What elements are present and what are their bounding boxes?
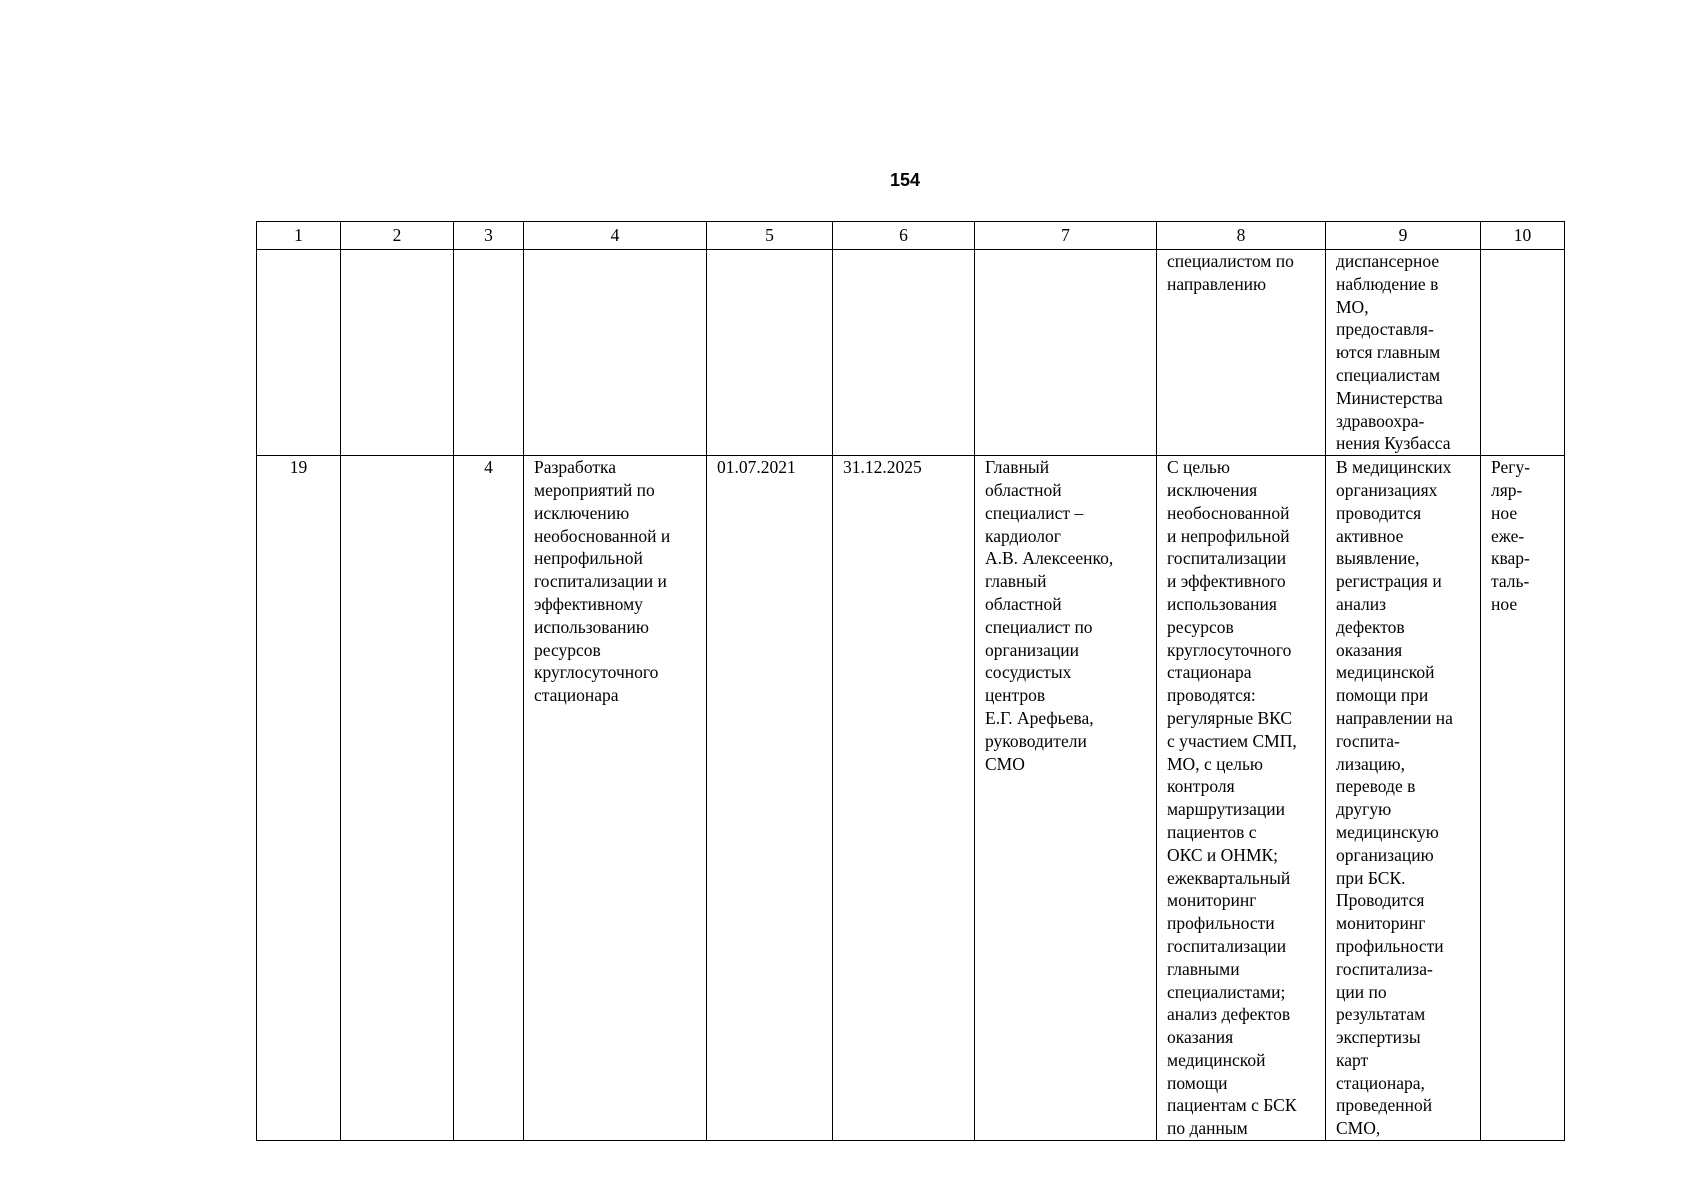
table-cell: 4 xyxy=(454,456,524,1141)
column-header: 7 xyxy=(975,222,1157,250)
plan-table xyxy=(256,221,1565,1141)
control-cell: В медицинских организациях проводится активное выявление, регистрация и анализ дефектов оказания медицинской помощи при направлении на госпита- лизацию, переводе в другую медицинскую организацию при БСК. Проводится мониторинг профильности госпитализа- ции по результатам экспертизы карт стационара, проведенной СМО, xyxy=(1326,456,1481,1141)
activity-cell: Разработка мероприятий по исключению необоснованной и непрофильной госпитализации и эффективному использованию ресурсов круглосуточного стационара xyxy=(524,456,707,1141)
table-cell xyxy=(341,456,454,1141)
table-cell xyxy=(975,250,1157,456)
table-row-continuation xyxy=(257,250,1565,456)
column-header: 2 xyxy=(341,222,454,250)
table-row-19 xyxy=(257,456,1565,1141)
frequency-cell: Регу- ляр- ное еже- квар- таль- ное xyxy=(1481,456,1565,1141)
row-number-cell: 19 xyxy=(257,456,341,1141)
table-cell xyxy=(833,250,975,456)
table-cell: диспансерное наблюдение в МО, предоставля- ются главным специалистам Министерства здравоохра- нения Кузбасса xyxy=(1326,250,1481,456)
end-date-cell: 31.12.2025 xyxy=(833,456,975,1141)
column-header: 3 xyxy=(454,222,524,250)
table-cell xyxy=(1481,250,1565,456)
column-header: 6 xyxy=(833,222,975,250)
header-row xyxy=(257,222,1565,250)
column-header: 4 xyxy=(524,222,707,250)
table-cell xyxy=(341,250,454,456)
responsible-cell: Главный областной специалист – кардиолог А.В. Алексеенко, главный областной специалист по организации сосудистых центров Е.Г. Арефьева, руководители СМО xyxy=(975,456,1157,1141)
table-cell xyxy=(454,250,524,456)
column-header: 10 xyxy=(1481,222,1565,250)
table-cell xyxy=(524,250,707,456)
start-date-cell: 01.07.2021 xyxy=(707,456,833,1141)
column-header: 9 xyxy=(1326,222,1481,250)
column-header: 8 xyxy=(1157,222,1326,250)
table-cell: специалистом по направлению xyxy=(1157,250,1326,456)
result-cell: С целью исключения необоснованной и непрофильной госпитализации и эффективного использования ресурсов круглосуточного стационара проводятся: регулярные ВКС с участием СМП, МО, с целью контроля маршрутизации пациентов с ОКС и ОНМК; ежеквартальный мониторинг профильности госпитализации главными специалистами; анализ дефектов оказания медицинской помощи пациентам с БСК по данным xyxy=(1157,456,1326,1141)
column-header: 5 xyxy=(707,222,833,250)
table-cell xyxy=(257,250,341,456)
column-header: 1 xyxy=(257,222,341,250)
page-number: 154 xyxy=(889,170,921,190)
table-cell xyxy=(707,250,833,456)
